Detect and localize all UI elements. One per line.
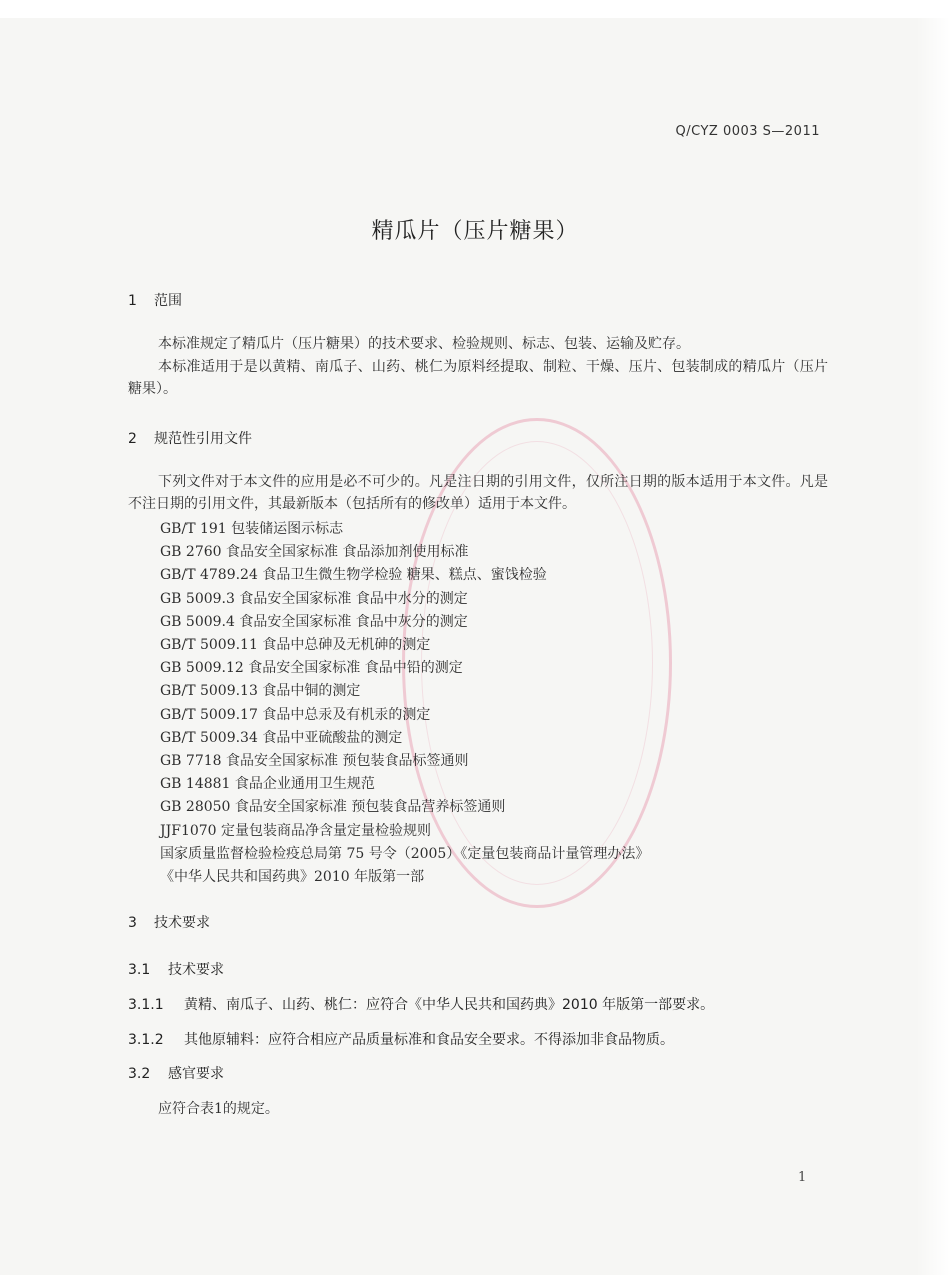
reference-item: GB/T 191 包装储运图示标志 bbox=[160, 521, 344, 537]
section-title: 技术要求 bbox=[154, 915, 210, 931]
clause-text: 其他原辅料：应符合相应产品质量标准和食品安全要求。不得添加非食品物质。 bbox=[184, 1032, 674, 1048]
reference-item: GB 7718 食品安全国家标准 预包装食品标签通则 bbox=[160, 753, 469, 770]
reference-item: GB 14881 食品企业通用卫生规范 bbox=[160, 776, 375, 793]
page-number: 1 bbox=[798, 1170, 807, 1185]
references-intro: 下列文件对于本文件的应用是必不可少的。凡是注日期的引用文件，仅所注日期的版本适用于本文件。凡是不注日期的引用文件，其最新版本（包括所有的修改单）适用于本文件。 bbox=[128, 474, 828, 512]
section-3-1-heading bbox=[128, 959, 224, 979]
document-title: 精瓜片（压片糖果） bbox=[371, 219, 579, 244]
reference-item: JJF1070 定量包装商品净含量定量检验规则 bbox=[160, 822, 432, 839]
section-number: 3 bbox=[128, 915, 137, 931]
sensory-requirement-text: 应符合表1的规定。 bbox=[158, 1101, 279, 1117]
clause-3-1-2 bbox=[128, 1029, 674, 1049]
scope-paragraph-2: 本标准适用于是以黄精、南瓜子、山药、桃仁为原料经提取、制粒、干燥、压片、包装制成的精瓜片（压片糖果）。 bbox=[128, 359, 828, 397]
section-number: 3.2 bbox=[128, 1066, 151, 1082]
reference-item: GB 5009.3 食品安全国家标准 食品中水分的测定 bbox=[160, 590, 468, 607]
reference-item: GB/T 5009.17 食品中总汞及有机汞的测定 bbox=[160, 706, 431, 723]
section-1-heading bbox=[128, 290, 182, 310]
reference-item: GB 28050 食品安全国家标准 预包装食品营养标签通则 bbox=[160, 799, 506, 816]
reference-item: 《中华人民共和国药典》2010 年版第一部 bbox=[160, 869, 425, 886]
scan-edge bbox=[916, 0, 950, 1275]
reference-item: GB 2760 食品安全国家标准 食品添加剂使用标准 bbox=[160, 544, 469, 561]
section-2-heading bbox=[128, 428, 252, 448]
section-title: 规范性引用文件 bbox=[154, 431, 252, 447]
reference-list bbox=[160, 518, 649, 889]
reference-item: GB/T 5009.13 食品中铜的测定 bbox=[160, 683, 361, 700]
clause-number: 3.1.2 bbox=[128, 1032, 164, 1048]
reference-item: 国家质量监督检验检疫总局第 75 号令（2005）《定量包装商品计量管理办法》 bbox=[160, 845, 650, 862]
section-number: 1 bbox=[128, 293, 137, 309]
standard-code: Q/CYZ 0003 S—2011 bbox=[675, 124, 820, 139]
section-title: 范围 bbox=[154, 293, 182, 309]
section-title: 感官要求 bbox=[168, 1066, 224, 1082]
section-3-heading bbox=[128, 912, 210, 932]
clause-text: 黄精、南瓜子、山药、桃仁：应符合《中华人民共和国药典》2010 年版第一部要求。 bbox=[184, 997, 715, 1013]
section-3-2-heading bbox=[128, 1063, 224, 1083]
scan-top-margin bbox=[0, 0, 950, 18]
section-number: 2 bbox=[128, 431, 137, 447]
reference-item: GB/T 5009.34 食品中亚硫酸盐的测定 bbox=[160, 729, 403, 746]
reference-item: GB 5009.4 食品安全国家标准 食品中灰分的测定 bbox=[160, 613, 468, 630]
reference-item: GB/T 5009.11 食品中总砷及无机砷的测定 bbox=[160, 637, 431, 654]
reference-item: GB/T 4789.24 食品卫生微生物学检验 糖果、糕点、蜜饯检验 bbox=[160, 567, 547, 584]
reference-item: GB 5009.12 食品安全国家标准 食品中铅的测定 bbox=[160, 660, 463, 677]
clause-number: 3.1.1 bbox=[128, 997, 164, 1013]
scope-paragraph-1: 本标准规定了精瓜片（压片糖果）的技术要求、检验规则、标志、包装、运输及贮存。 bbox=[158, 336, 690, 352]
clause-3-1-1 bbox=[128, 994, 714, 1014]
section-number: 3.1 bbox=[128, 962, 151, 978]
section-title: 技术要求 bbox=[168, 962, 224, 978]
